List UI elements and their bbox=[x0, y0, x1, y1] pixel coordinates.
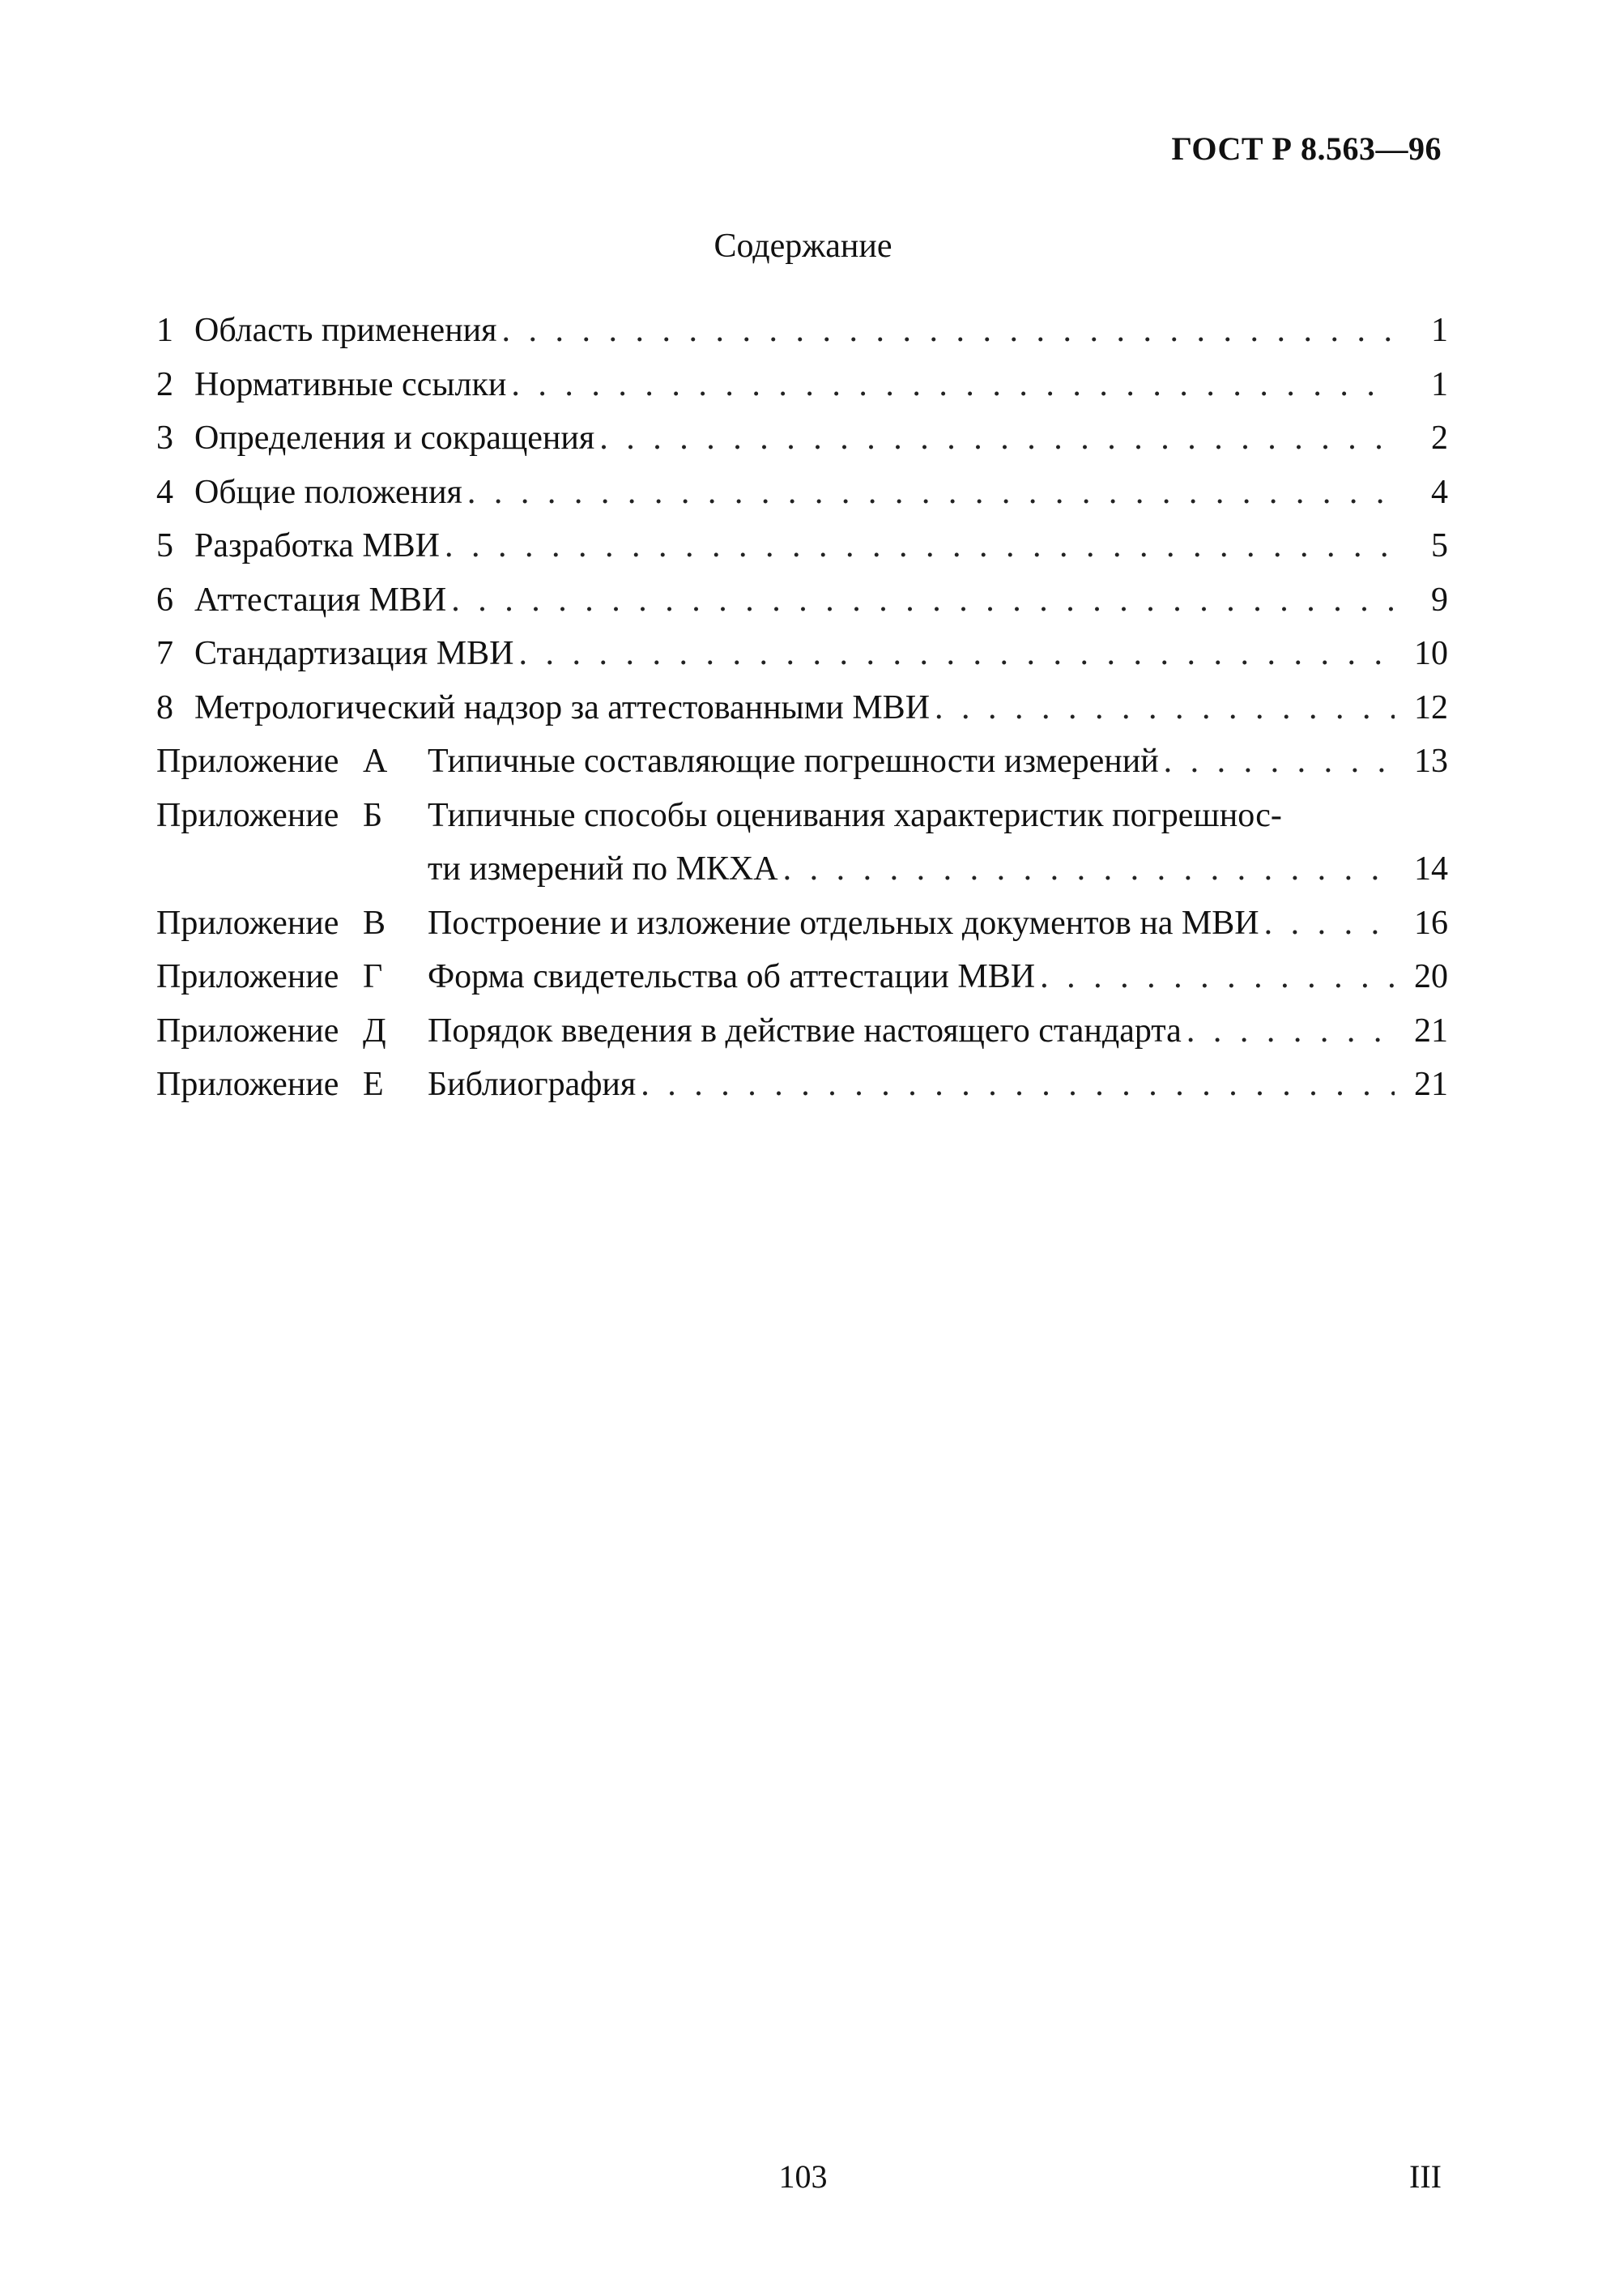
toc-row-appendix-a[interactable] bbox=[156, 735, 1448, 789]
appendix-prefix bbox=[156, 735, 428, 789]
toc-number: 6 bbox=[156, 581, 173, 619]
toc-row-section-1[interactable] bbox=[156, 304, 1448, 358]
appendix-prefix bbox=[156, 789, 428, 843]
toc-page: 9 bbox=[1431, 581, 1448, 619]
toc-page: 4 bbox=[1431, 473, 1448, 511]
toc-number: 7 bbox=[156, 635, 173, 672]
toc-number: 2 bbox=[156, 365, 173, 403]
leader-dots bbox=[445, 519, 1395, 573]
appendix-letter: Д bbox=[363, 1012, 386, 1050]
toc-label: Стандартизация МВИ bbox=[194, 635, 514, 672]
appendix-word: Приложение bbox=[156, 1012, 339, 1050]
toc-row-appendix-b-continued[interactable] bbox=[156, 842, 1448, 897]
page-number: 103 bbox=[778, 2158, 828, 2195]
toc-page: 10 bbox=[1414, 635, 1448, 672]
leader-dots bbox=[641, 1058, 1395, 1112]
toc-label: Метрологический надзор за аттестованными МВИ bbox=[194, 688, 931, 726]
toc-label: Общие положения bbox=[194, 473, 462, 511]
toc-page: 21 bbox=[1414, 1066, 1448, 1103]
toc-label: Разработка МВИ bbox=[194, 527, 441, 564]
toc-row-section-2[interactable] bbox=[156, 358, 1448, 412]
leader-dots bbox=[783, 842, 1395, 897]
toc-label: Форма свидетельства об аттестации МВИ bbox=[428, 958, 1036, 995]
appendix-word: Приложение bbox=[156, 958, 339, 995]
toc-label: Область применения bbox=[194, 312, 497, 349]
toc-number: 4 bbox=[156, 473, 173, 511]
appendix-word: Приложение bbox=[156, 743, 339, 780]
toc-label: Типичные составляющие погрешности измерений bbox=[428, 743, 1159, 780]
toc-row-appendix-v[interactable] bbox=[156, 897, 1448, 951]
toc-row-section-4[interactable] bbox=[156, 466, 1448, 520]
toc-row-section-3[interactable] bbox=[156, 411, 1448, 466]
toc-row-appendix-d[interactable] bbox=[156, 1004, 1448, 1059]
toc-label-continued: ти измерений по МКХА bbox=[428, 850, 778, 888]
appendix-letter: Б bbox=[363, 796, 383, 834]
appendix-letter: А bbox=[363, 743, 388, 780]
leader-dots bbox=[1040, 950, 1395, 1004]
toc-page: 2 bbox=[1431, 420, 1448, 457]
leader-dots bbox=[599, 411, 1395, 466]
toc-label: Порядок введения в действие настоящего стандарта bbox=[428, 1012, 1182, 1050]
toc-page: 13 bbox=[1414, 743, 1448, 780]
toc-label: Типичные способы оценивания характеристик погрешнос- bbox=[428, 796, 1282, 834]
table-of-contents bbox=[156, 304, 1448, 1112]
toc-page: 1 bbox=[1431, 312, 1448, 349]
toc-row-section-5[interactable] bbox=[156, 519, 1448, 573]
toc-page: 12 bbox=[1414, 688, 1448, 726]
roman-page-number: III bbox=[1409, 2158, 1442, 2195]
toc-number: 8 bbox=[156, 688, 173, 726]
toc-label: Аттестация МВИ bbox=[194, 581, 447, 619]
toc-page: 1 bbox=[1431, 365, 1448, 403]
appendix-prefix bbox=[156, 897, 428, 951]
toc-page: 16 bbox=[1414, 904, 1448, 942]
leader-dots bbox=[467, 466, 1395, 520]
appendix-prefix bbox=[156, 1058, 428, 1112]
toc-row-appendix-e[interactable] bbox=[156, 1058, 1448, 1112]
leader-dots bbox=[935, 681, 1395, 735]
appendix-word: Приложение bbox=[156, 904, 339, 942]
toc-row-section-7[interactable] bbox=[156, 627, 1448, 681]
toc-row-section-8[interactable] bbox=[156, 681, 1448, 735]
toc-row-section-6[interactable] bbox=[156, 573, 1448, 628]
appendix-prefix bbox=[156, 950, 428, 1004]
toc-number: 3 bbox=[156, 420, 173, 457]
toc-page: 21 bbox=[1414, 1012, 1448, 1050]
leader-dots bbox=[1264, 897, 1395, 951]
toc-page: 5 bbox=[1431, 527, 1448, 564]
appendix-word: Приложение bbox=[156, 796, 339, 834]
leader-dots bbox=[501, 304, 1395, 358]
toc-page: 20 bbox=[1414, 958, 1448, 995]
toc-label: Определения и сокращения bbox=[194, 420, 595, 457]
toc-label: Построение и изложение отдельных документов на МВИ bbox=[428, 904, 1259, 942]
appendix-letter: Е bbox=[363, 1066, 384, 1103]
toc-label: Библиография bbox=[428, 1066, 637, 1103]
toc-row-appendix-b[interactable] bbox=[156, 789, 1448, 843]
appendix-word: Приложение bbox=[156, 1066, 339, 1103]
toc-label: Нормативные ссылки bbox=[194, 365, 507, 403]
appendix-letter: Г bbox=[363, 958, 383, 995]
document-code: ГОСТ Р 8.563—96 bbox=[1171, 130, 1442, 167]
leader-dots bbox=[1186, 1004, 1395, 1059]
appendix-prefix bbox=[156, 1004, 428, 1059]
toc-number: 1 bbox=[156, 312, 173, 349]
appendix-letter: В bbox=[363, 904, 386, 942]
leader-dots bbox=[511, 358, 1395, 412]
toc-row-appendix-g[interactable] bbox=[156, 950, 1448, 1004]
leader-dots bbox=[1164, 735, 1395, 789]
toc-page: 14 bbox=[1414, 850, 1448, 888]
leader-dots bbox=[451, 573, 1395, 628]
toc-number: 5 bbox=[156, 527, 173, 564]
leader-dots bbox=[518, 627, 1395, 681]
page-title: Содержание bbox=[714, 228, 892, 265]
